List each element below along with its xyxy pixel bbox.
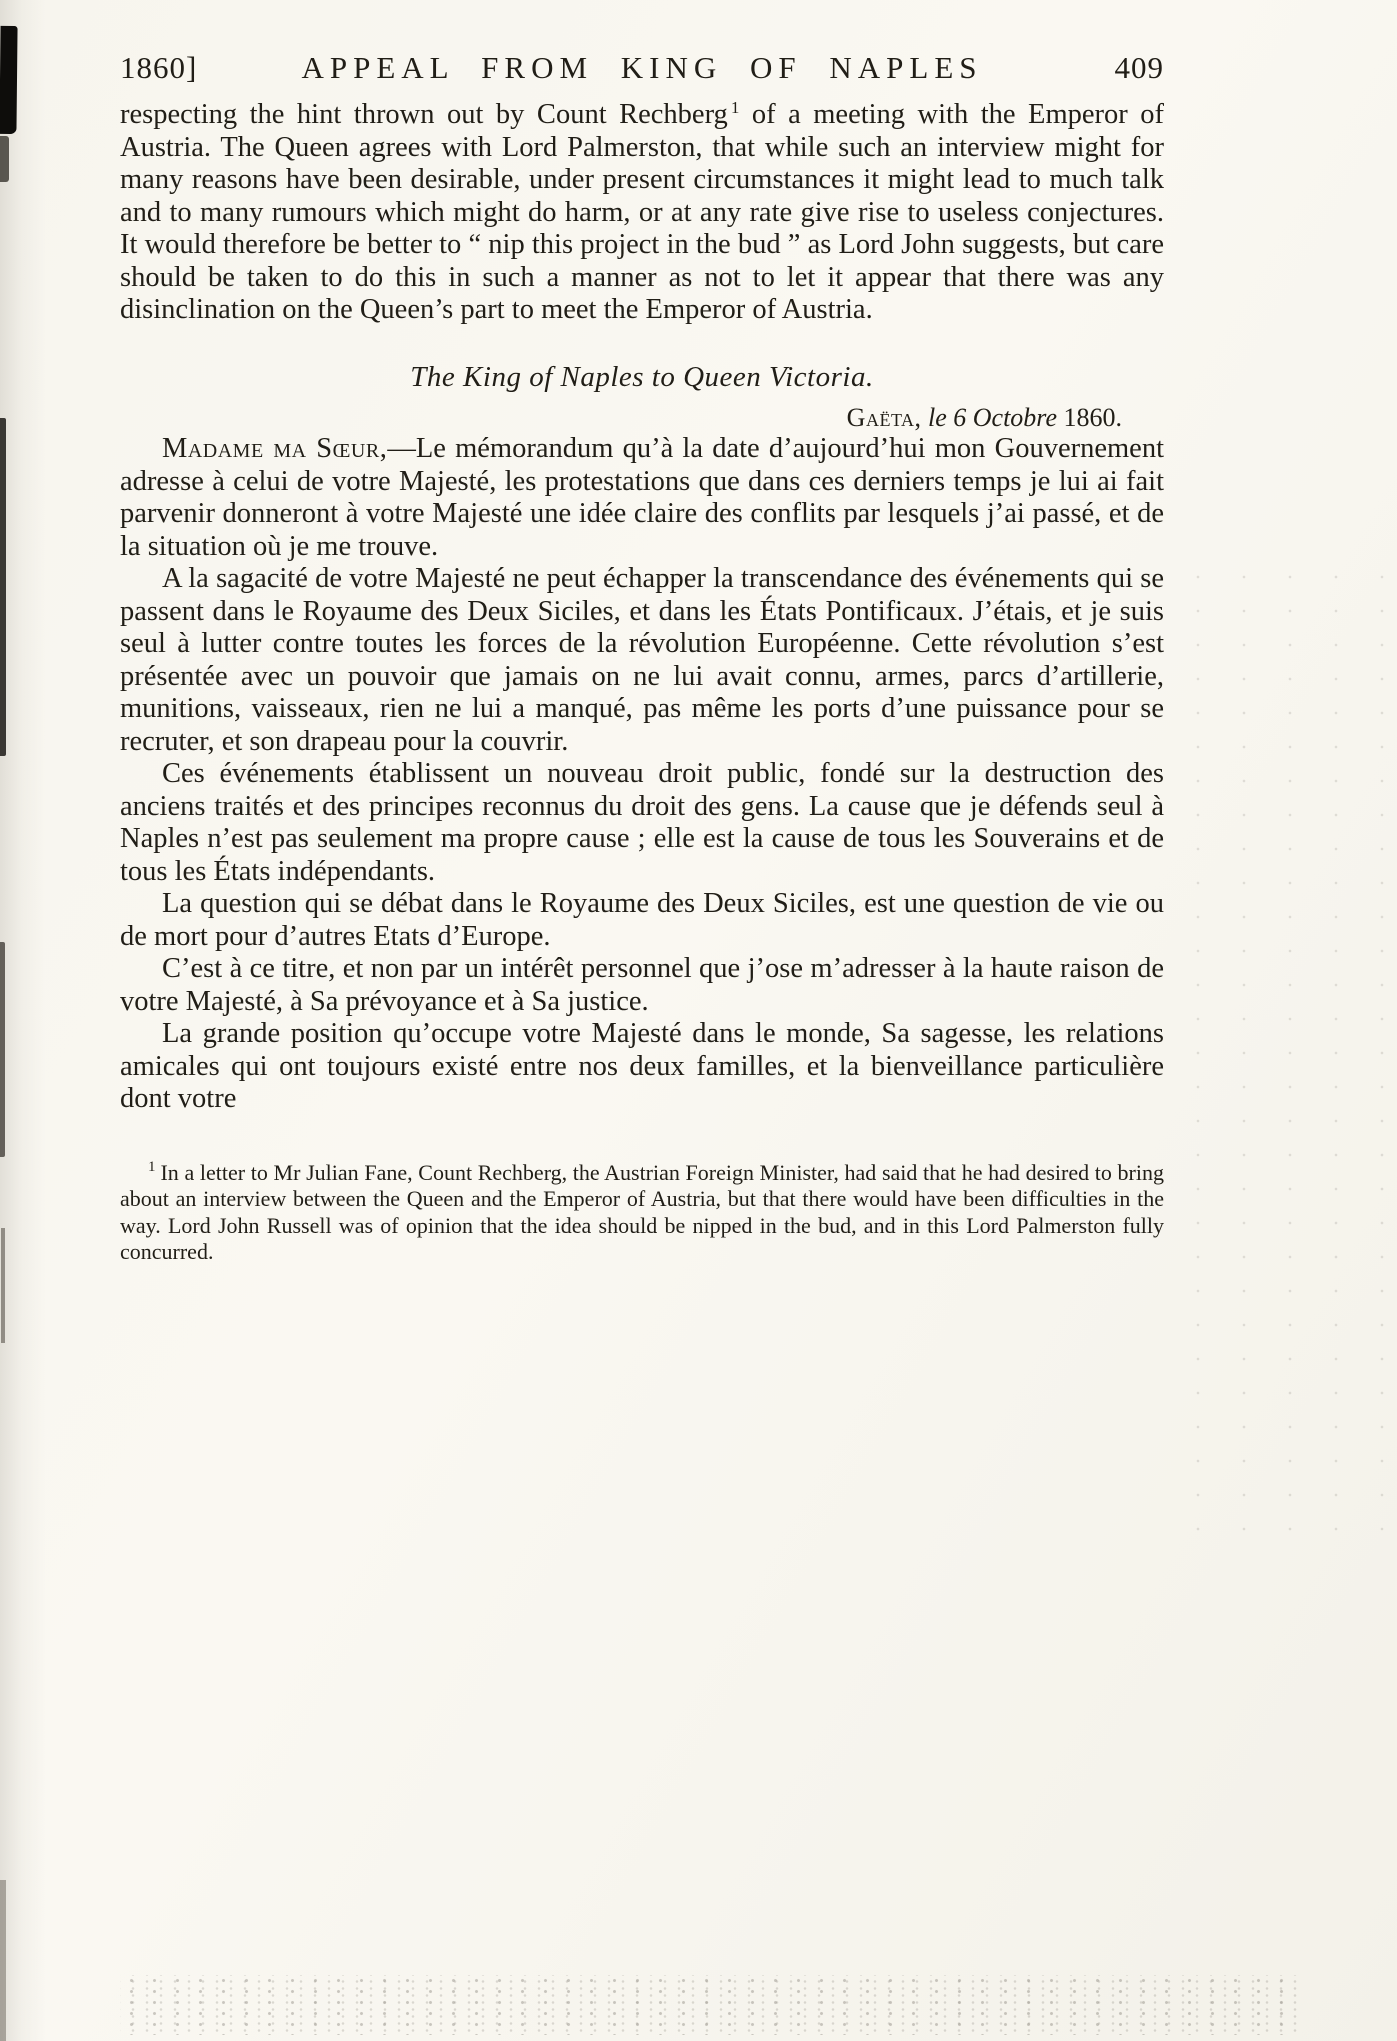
dateline-date: le 6 Octobre [921, 403, 1064, 432]
letter-heading: The King of Naples to Queen Victoria. [410, 360, 874, 393]
paragraph-english-continuation [120, 99, 1164, 327]
scan-artifact-bottom-speckles [120, 1975, 1300, 2035]
letter-paragraph-2: A la sagacité de votre Majesté ne peut échapper la transcendance des événements qui se passent dans le Royaume des Deux Siciles, et dans les États Pontificaux. J’étais, et je suis seul à lutter contre toutes les forces de la révolution Européenne. Cette révolution s’est présentée avec un pouvoir que jamais on ne lui avait connu, armes, parcs d’artillerie, munitions, vaisseaux, rien ne lui a manqué, pas même les ports d’une puissance pour se recruter, et son drapeau pour la couvrir. [120, 563, 1164, 757]
letter-paragraph-4: La question qui se débat dans le Royaume des Deux Siciles, est une question de vie ou de mort pour d’autres Etats d’Europe. [120, 888, 1164, 952]
running-title: APPEAL FROM KING OF NAPLES [301, 50, 983, 85]
page-body [120, 99, 1164, 1266]
letter-paragraph-6: La grande position qu’occupe votre Majesté dans le monde, Sa sagesse, les relations amicales qui ont toujours existé entre nos deux familles, et la bienveillance particulière dont votre [120, 1018, 1164, 1114]
page-number: 409 [1114, 50, 1164, 85]
dateline-place: Gaëta, [846, 403, 922, 432]
letter-paragraph-5: C’est à ce titre, et non par un intérêt personnel que j’ose m’adresser à la haute raison de votre Majesté, à Sa prévoyance et à Sa justice. [120, 953, 1164, 1017]
letter-dateline [120, 403, 1164, 433]
scan-artifact-right-speckles [1175, 560, 1385, 1540]
letter-salutation: Madame ma Sœur, [162, 433, 388, 464]
english-text-after-ref: of a meeting with the Emperor of Austria. The Queen agrees with Lord Palmerston, that while such an interview might for many reasons have been desirable, under present circumstances it might lead to much talk and to many rumours which might do harm, or at any rate give rise to useless conjectures. It would therefore be better to “ nip this project in the bud ” as Lord John suggests, but care should be taken to do this in such a manner as not to let it appear that there was any disinclination on the Queen’s part to meet the Emperor of Austria. [120, 99, 1164, 325]
scan-artifact-binding-top-2 [0, 136, 9, 182]
footnote-reference: 1 [730, 97, 740, 117]
scan-artifact-binding-top [0, 26, 18, 134]
page-header [120, 50, 1164, 86]
letter-paragraph-1-text: —Le mémorandum qu’à la date d’aujourd’hui mon Gouvernement adresse à celui de votre Majesté, les protestations que dans ces derniers temps je lui ai fait parvenir donneront à votre Majesté une idée claire des conflits par lesquels j’ai passé, et de la situation où je me trouve. [120, 433, 1164, 562]
year-label: 1860] [120, 50, 198, 85]
scan-artifact-left-edge-1 [0, 418, 6, 756]
dateline-year: 1860. [1063, 403, 1122, 432]
letter-paragraph-3: Ces événements établissent un nouveau droit public, fondé sur la destruction des anciens traités et des principes reconnus du droit des gens. La cause que je défends seul à Naples n’est pas seulement ma propre cause ; elle est la cause de tous les Souverains et de tous les États indépendants. [120, 758, 1164, 887]
scan-artifact-left-edge-4 [0, 1880, 6, 2041]
footnote-text: In a letter to Mr Julian Fane, Count Rechberg, the Austrian Foreign Minister, had said that he had desired to bring about an interview between the Queen and the Emperor of Austria, but that there would have been difficulties in the way. Lord John Russell was of opinion that the idea should be nipped in the bud, and in this Lord Palmerston fully concurred. [120, 1159, 1164, 1264]
footnote-marker: 1 [148, 1159, 156, 1176]
english-text-before-ref: respecting the hint thrown out by Count Rechberg [120, 99, 728, 130]
footnote [120, 1160, 1164, 1266]
letter-paragraph-1 [120, 433, 1164, 563]
scan-artifact-left-edge-3 [1, 1228, 5, 1343]
scan-artifact-left-edge-2 [0, 942, 5, 1157]
